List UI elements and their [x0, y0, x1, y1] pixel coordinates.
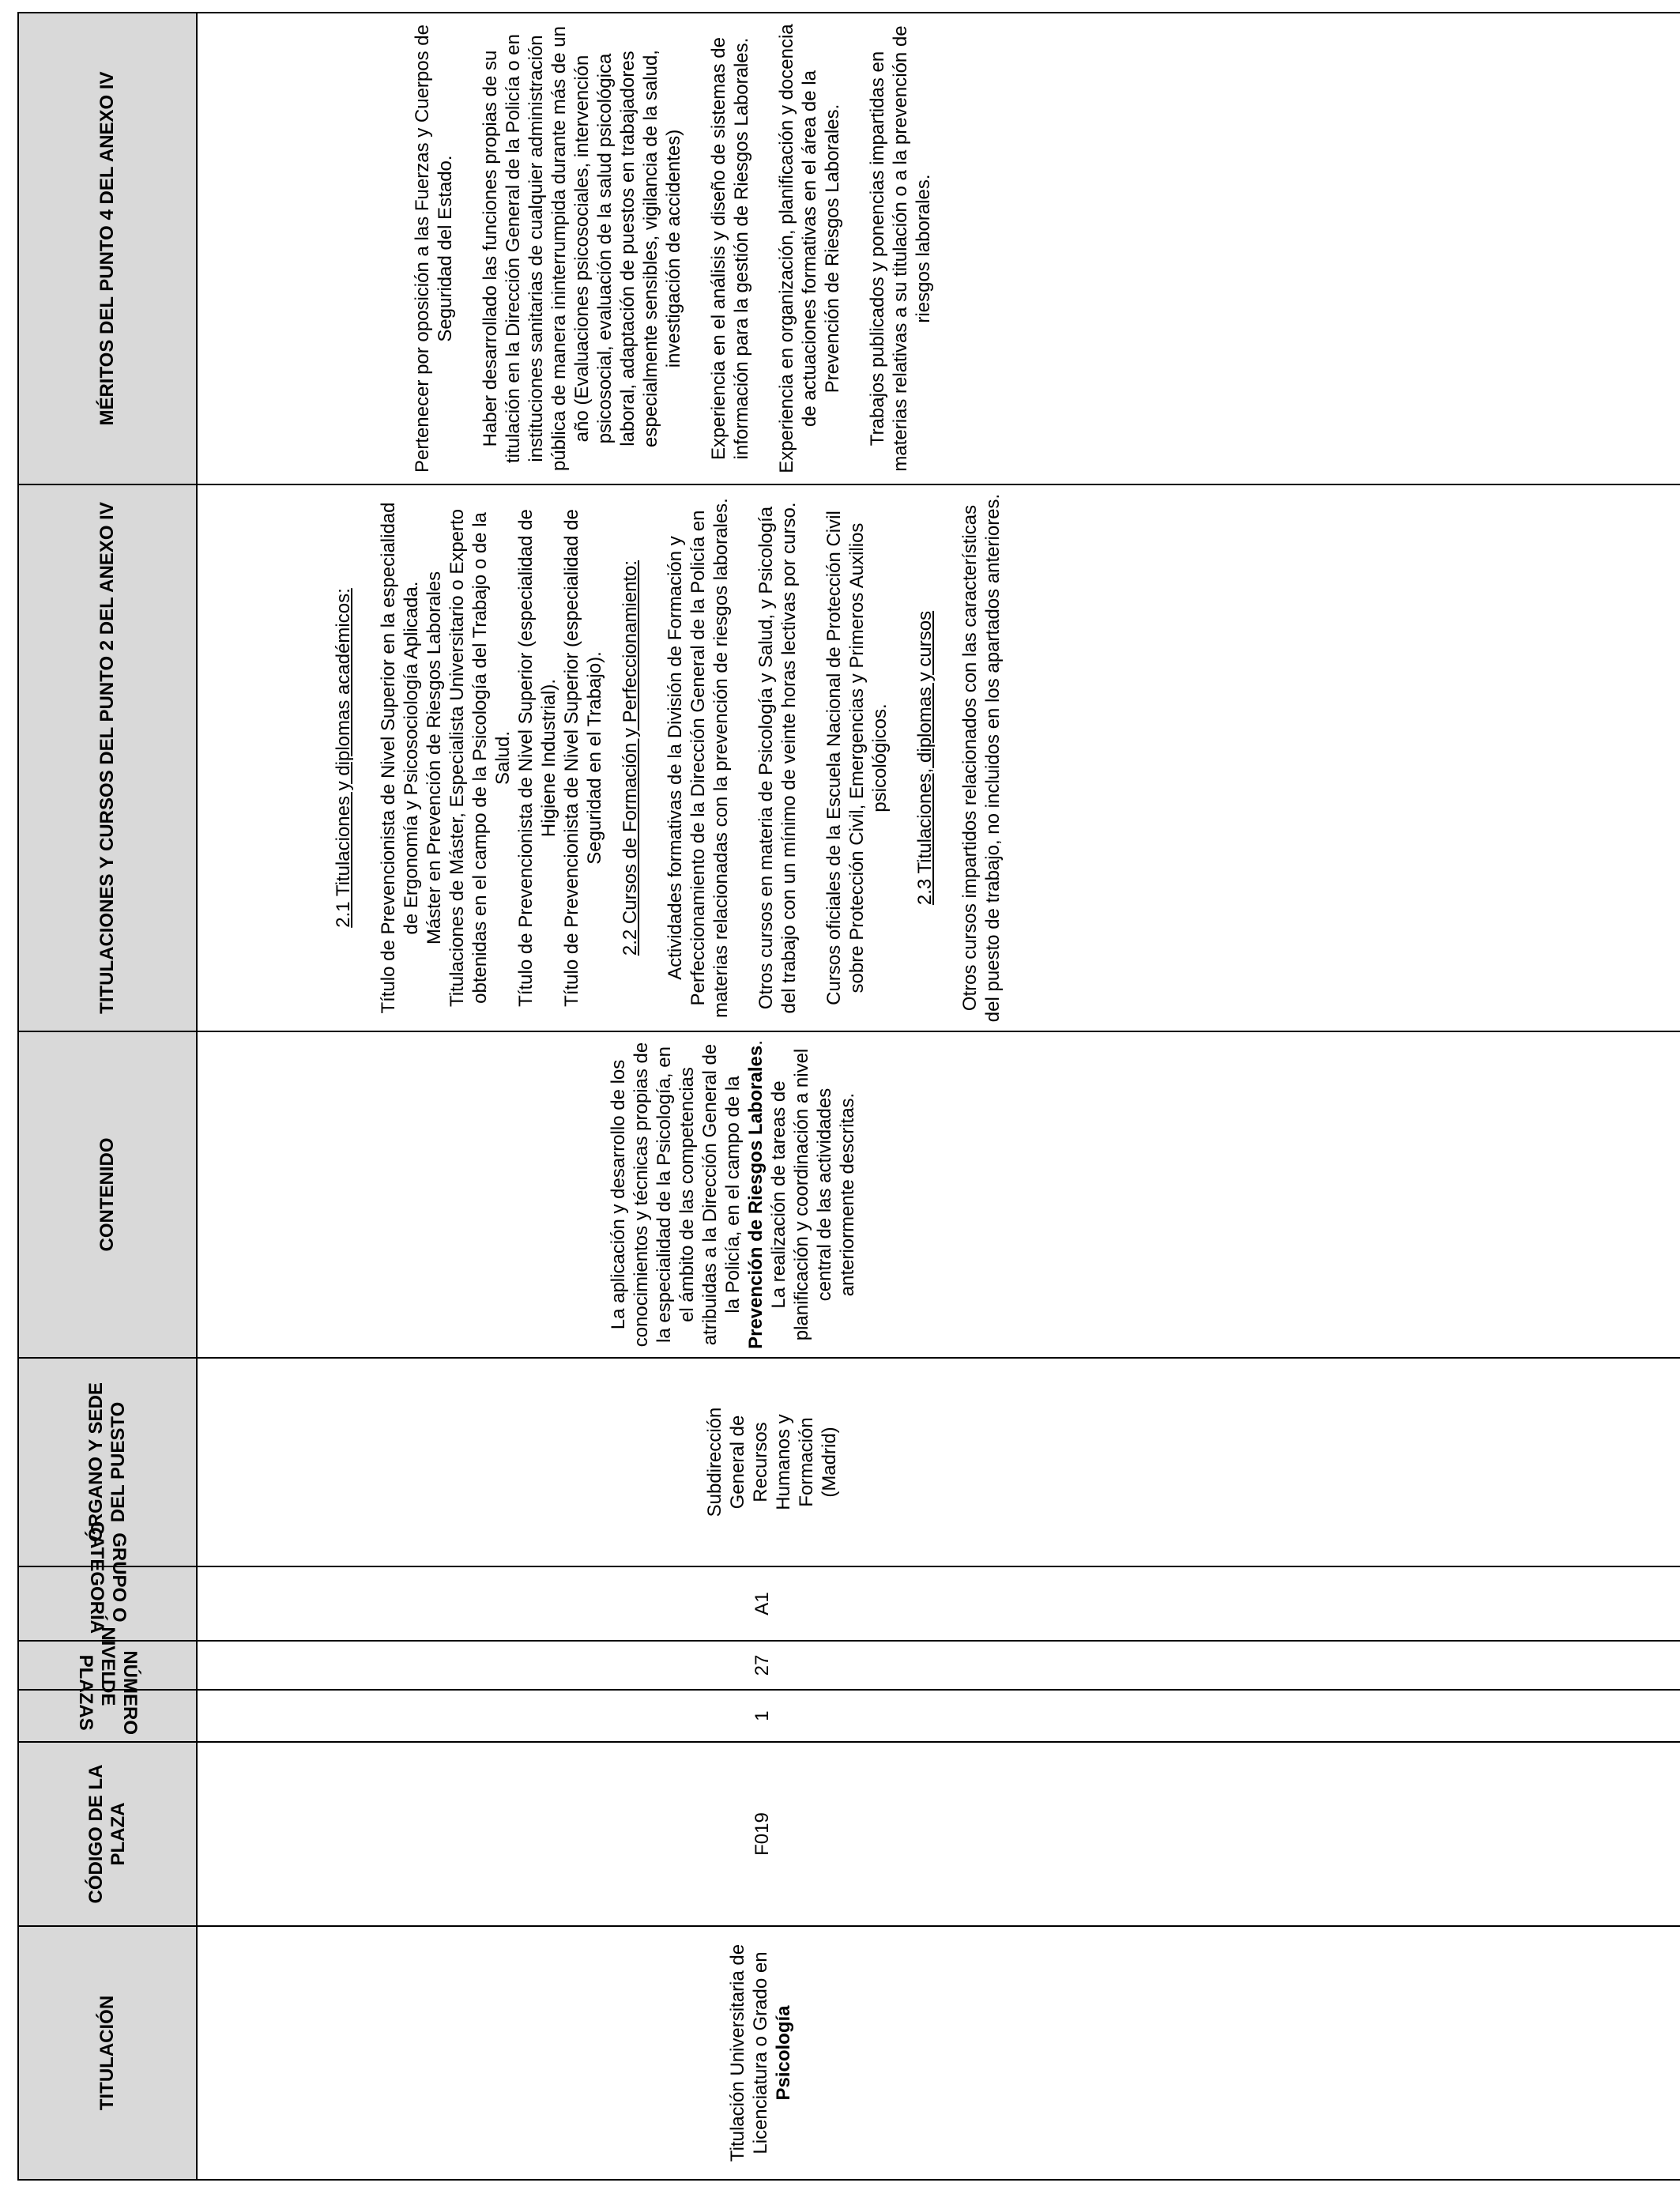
header-meritos: MÉRITOS DEL PUNTO 4 DEL ANEXO IV: [18, 13, 197, 484]
titulacion-item: Máster en Prevención de Riesgos Laborales: [424, 571, 445, 945]
titulacion-item: Titulaciones de Máster, Especialista Universitario o Experto obtenidas en el campo de la Psicología del Trabajo o de la Salud.: [446, 508, 514, 1008]
plazas-table: [17, 12, 1680, 2181]
header-organo: ÓRGANO Y SEDE DEL PUESTO: [18, 1358, 197, 1566]
curso-item: Otros cursos impartidos relacionados con las características del puesto de trabajo, no incluidos en los apartados anteriores.: [959, 493, 1004, 1023]
merito-item: Haber desarrollado las funciones propias de su titulación en la Dirección General de la Policía o en instituciones sanitarias de cualquier administración pública de manera ininterrumpida durante más de un año (Evaluaciones psicosociales, intervención psicosocial, evaluación de la salud psicológica laboral, adaptación de puestos en trabajadores especialmente sensibles, vigilancia de la salud, investigación de accidentes): [480, 26, 684, 472]
curso-item: Cursos oficiales de la Escuela Nacional de Protección Civil sobre Protección Civil, Emergencias y Primeros Auxilios psicológicos.: [823, 511, 891, 1005]
section-2-2-heading: 2.2 Cursos de Formación y Perfeccionamiento:: [620, 560, 641, 956]
section-2-3-heading: 2.3 Titulaciones, diplomas y cursos: [914, 610, 936, 906]
merito-item: Pertenecer por oposición a las Fuerzas y Cuerpos de Seguridad del Estado.: [412, 25, 456, 473]
titulacion-item: Título de Prevencionista de Nivel Superior (especialidad de Higiene Industrial).: [515, 509, 559, 1007]
cell-grupo: A1: [197, 1566, 1680, 1641]
cell-nivel: 27: [197, 1641, 1680, 1690]
titulacion-item: Título de Prevencionista de Nivel Superior (especialidad de Seguridad en el Trabajo).: [561, 509, 605, 1007]
merito-item: Experiencia en el análisis y diseño de sistemas de información para la gestión de Riesgos Laborales.: [708, 37, 752, 460]
curso-item: Otros cursos en materia de Psicología y Salud, y Psicología del trabajo con un mínimo de veinte horas lectivas por curso.: [755, 502, 800, 1014]
plaza-row: [197, 13, 1680, 2180]
rotated-page: [6, 6, 1321, 2186]
titulacion-item: Título de Prevencionista de Nivel Superior en la especialidad de Ergonomía y Psicosociología Aplicada.: [378, 502, 422, 1014]
cell-meritos: [197, 13, 1680, 484]
cell-contenido: La aplicación y desarrollo de los conocimientos y técnicas propias de la especialidad de la Psicología, en el ámbito de las competencias atribuidas a la Dirección General de la Policía, en el campo de la Prevención de Riesgos Laborales. La realización de tareas de planificación y coordinación a nivel central de las actividades anteriormente descritas.: [197, 1031, 1680, 1358]
header-grupo: GRUPO O CATEGORÍA: [18, 1566, 197, 1641]
curso-item: Actividades formativas de la División de Formación y Perfeccionamiento de la Dirección General de la Policía en materias relacionadas con la prevención de riesgos laborales.: [665, 498, 732, 1018]
header-codigo: CÓDIGO DE LA PLAZA: [18, 1742, 197, 1926]
section-2-1-heading: 2.1 Titulaciones y diplomas académicos:: [333, 588, 354, 928]
header-nivel: NIVEL: [18, 1641, 197, 1690]
cell-codigo: F019: [197, 1742, 1680, 1926]
cell-titulaciones-cursos: [197, 484, 1680, 1031]
header-contenido: CONTENIDO: [18, 1031, 197, 1358]
merito-item: Experiencia en organización, planificación y docencia de actuaciones formativas en el área de la Prevención de Riesgos Laborales.: [776, 24, 843, 473]
cell-numero: 1: [197, 1690, 1680, 1742]
header-titulaciones-cursos: TITULACIONES Y CURSOS DEL PUNTO 2 DEL ANEXO IV: [18, 484, 197, 1031]
header-numero-plazas: NÚMERO DE PLAZAS: [18, 1690, 197, 1742]
header-titulacion: TITULACIÓN: [18, 1926, 197, 2180]
header-row: [18, 13, 197, 2180]
cell-organo: Subdirección General de Recursos Humanos y Formación (Madrid): [197, 1358, 1680, 1566]
cell-titulacion: Titulación Universitaria de Licenciatura o Grado en Psicología: [197, 1926, 1680, 2180]
merito-item: Trabajos publicados y ponencias impartidas en materias relativas a su titulación o a la prevención de riesgos laborales.: [867, 25, 934, 472]
